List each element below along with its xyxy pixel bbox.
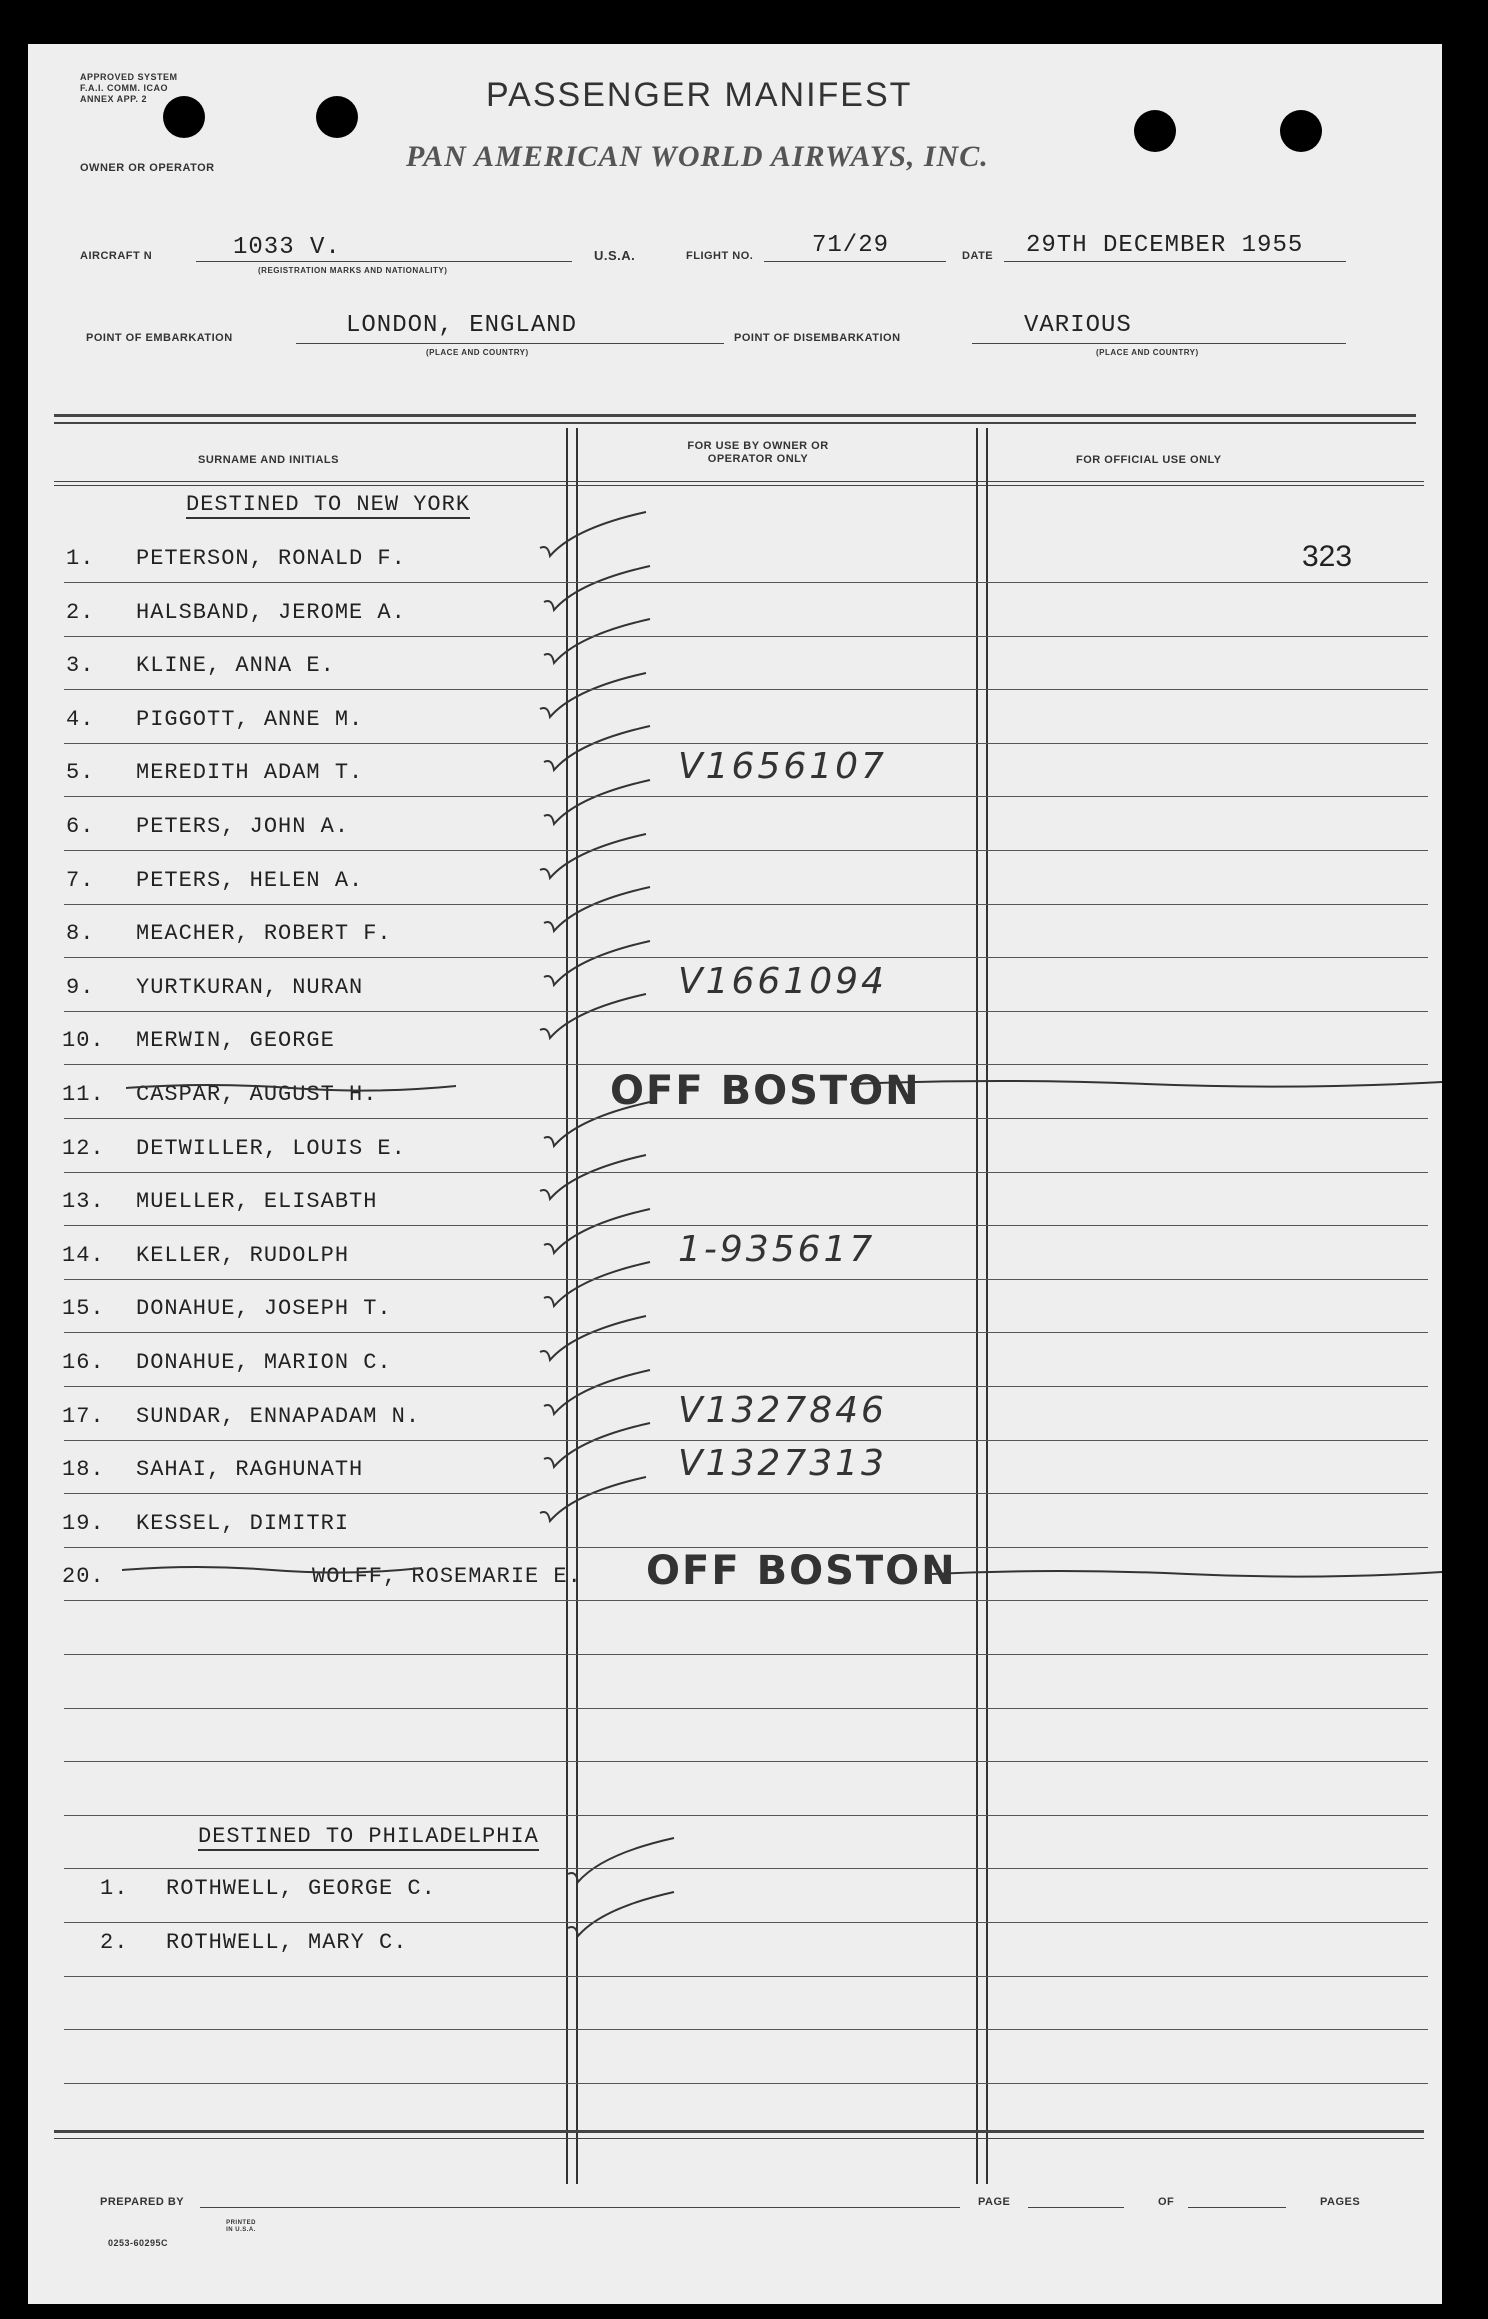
check-mark-icon — [534, 1151, 654, 1211]
row-number: 14. — [62, 1242, 105, 1268]
row-rule — [64, 1332, 1428, 1333]
passenger-name: KESSEL, DIMITRI — [136, 1510, 350, 1536]
table-row — [28, 1288, 1442, 1342]
punch-hole — [316, 96, 358, 138]
table-row — [28, 1181, 1442, 1235]
passenger-name: YURTKURAN, NURAN — [136, 974, 364, 1000]
table-row — [28, 806, 1442, 860]
check-mark-icon — [534, 669, 654, 729]
printed-note: PRINTED IN U.S.A. — [226, 2220, 256, 2233]
row-rule — [64, 1708, 1428, 1709]
passenger-name: PIGGOTT, ANNE M. — [136, 706, 364, 732]
pages-label: PAGES — [1320, 2196, 1361, 2208]
table-row — [28, 1128, 1442, 1182]
passenger-name: SAHAI, RAGHUNATH — [136, 1457, 364, 1483]
row-number: 16. — [62, 1350, 105, 1375]
flight-value: 71/29 — [812, 232, 890, 259]
table-row — [28, 960, 1442, 1021]
table-row — [28, 860, 1442, 914]
approval-note: APPROVED SYSTEM F.A.I. COMM. ICAO ANNEX APP. 2 — [80, 72, 178, 104]
passenger-name: MEACHER, ROBERT F. — [136, 921, 392, 947]
date-label: DATE — [962, 250, 994, 262]
row-rule — [64, 2083, 1428, 2084]
column-official-header: FOR OFFICIAL USE ONLY — [1076, 454, 1222, 466]
date-value: 29TH DECEMBER 1955 — [1026, 232, 1304, 259]
check-mark-icon — [538, 776, 658, 836]
row-rule — [64, 1493, 1428, 1494]
row-rule — [64, 1064, 1428, 1065]
ticket-number: V1327846 — [678, 1389, 887, 1431]
table-row — [28, 913, 1442, 967]
row-number: 15. — [62, 1296, 105, 1322]
table-row — [28, 1389, 1442, 1450]
row-rule — [64, 850, 1428, 851]
passenger-name: WOLFF, ROSEMARIE E. — [312, 1564, 582, 1590]
disembark-value: VARIOUS — [1024, 312, 1132, 339]
check-mark-icon — [538, 562, 658, 622]
row-number: 13. — [62, 1189, 105, 1215]
row-number: 11. — [62, 1082, 105, 1107]
registration-note: (REGISTRATION MARKS AND NATIONALITY) — [258, 266, 448, 275]
passenger-name: ROTHWELL, GEORGE C. — [166, 1876, 436, 1901]
row-number: 4. — [66, 706, 95, 732]
column-name-header: SURNAME AND INITIALS — [198, 454, 339, 466]
strike-through-line — [932, 1564, 1442, 1584]
row-rule — [64, 2029, 1428, 2030]
passenger-name: DETWILLER, LOUIS E. — [136, 1135, 406, 1161]
row-number: 9. — [66, 974, 95, 1000]
aircraft-value: 1033 V. — [233, 234, 341, 261]
row-number: 10. — [62, 1028, 105, 1054]
row-number: 3. — [66, 653, 95, 679]
row-rule — [64, 1440, 1428, 1441]
row-rule — [64, 1279, 1428, 1280]
row-rule — [64, 1761, 1428, 1762]
passenger-name: ROTHWELL, MARY C. — [166, 1930, 408, 1955]
table-row — [28, 1548, 1442, 1610]
strike-through-line — [126, 1078, 456, 1098]
page-title: PASSENGER MANIFEST — [486, 76, 913, 114]
passenger-name: KLINE, ANNA E. — [136, 653, 335, 679]
row-number: 2. — [66, 599, 95, 625]
row-rule — [64, 1868, 1428, 1869]
check-mark-icon — [538, 937, 658, 997]
prepared-by-label: PREPARED BY — [100, 2196, 185, 2208]
passenger-name: MERWIN, GEORGE — [136, 1028, 335, 1054]
disembark-label: POINT OF DISEMBARKATION — [734, 332, 901, 344]
passenger-name: MUELLER, ELISABTH — [136, 1189, 378, 1215]
table-row — [28, 645, 1442, 699]
row-rule — [64, 796, 1428, 797]
row-rule — [64, 689, 1428, 690]
check-mark-icon — [534, 508, 654, 568]
table-row — [28, 1868, 1442, 1922]
row-rule — [64, 1600, 1428, 1601]
passenger-name: HALSBAND, JEROME A. — [136, 599, 406, 625]
philadelphia-heading: DESTINED TO PHILADELPHIA — [198, 1824, 539, 1849]
table-row — [28, 746, 1442, 806]
row-rule — [64, 1976, 1428, 1977]
place-note: (PLACE AND COUNTRY) — [426, 348, 529, 357]
row-number: 2. — [100, 1930, 129, 1955]
row-rule — [64, 1225, 1428, 1226]
punch-hole — [1134, 110, 1176, 152]
passenger-name: PETERS, JOHN A. — [136, 814, 350, 839]
ticket-number: V1327313 — [678, 1443, 887, 1485]
off-boston-stamp: OFF BOSTON — [646, 1548, 957, 1595]
check-mark-icon — [534, 1312, 654, 1372]
row-number: 17. — [62, 1403, 105, 1429]
check-mark-icon — [538, 1258, 658, 1318]
manifest-sheet — [28, 44, 1442, 2304]
table-row — [28, 699, 1442, 753]
row-number: 7. — [66, 867, 95, 893]
check-mark-icon — [538, 1098, 658, 1158]
strike-through-line — [850, 1074, 1442, 1094]
embark-value: LONDON, ENGLAND — [346, 312, 578, 339]
row-number: 18. — [62, 1457, 105, 1483]
aircraft-label: AIRCRAFT N — [80, 250, 153, 262]
row-rule — [64, 1654, 1428, 1655]
row-number: 1. — [100, 1876, 129, 1901]
row-number: 5. — [66, 760, 95, 786]
check-mark-icon — [562, 1888, 682, 1948]
new-york-heading: DESTINED TO NEW YORK — [186, 492, 471, 517]
passenger-name: DONAHUE, JOSEPH T. — [136, 1296, 392, 1322]
row-rule — [64, 904, 1428, 905]
check-mark-icon — [538, 1205, 658, 1265]
of-label: OF — [1158, 2196, 1175, 2208]
table-row — [28, 538, 1442, 592]
passenger-name: DONAHUE, MARION C. — [136, 1350, 392, 1375]
passenger-name: PETERS, HELEN A. — [136, 867, 364, 893]
row-rule — [64, 1547, 1428, 1548]
row-rule — [64, 1011, 1428, 1012]
row-rule — [64, 743, 1428, 744]
punch-hole — [1280, 110, 1322, 152]
check-mark-icon — [538, 722, 658, 782]
row-rule — [64, 636, 1428, 637]
row-rule — [64, 1815, 1428, 1816]
check-mark-icon — [538, 615, 658, 675]
ticket-number: V1656107 — [678, 746, 887, 788]
passenger-name: KELLER, RUDOLPH — [136, 1242, 350, 1268]
row-rule — [64, 582, 1428, 583]
column-owner-header: FOR USE BY OWNER OR OPERATOR ONLY — [687, 440, 829, 465]
row-rule — [64, 1922, 1428, 1923]
table-row — [28, 1443, 1442, 1503]
row-rule — [64, 1172, 1428, 1173]
ticket-number: V1661094 — [678, 960, 887, 1002]
check-mark-icon — [562, 1834, 682, 1894]
form-number: 0253-60295C — [108, 2238, 169, 2248]
check-mark-icon — [538, 1366, 658, 1426]
ticket-number: 1-935617 — [678, 1228, 876, 1270]
passenger-name: MEREDITH ADAM T. — [136, 760, 364, 786]
page-label: PAGE — [978, 2196, 1011, 2208]
row-number: 20. — [62, 1564, 105, 1590]
passenger-name: PETERSON, RONALD F. — [136, 546, 406, 571]
row-rule — [64, 957, 1428, 958]
embark-label: POINT OF EMBARKATION — [86, 332, 233, 344]
table-row — [28, 1922, 1442, 1976]
check-mark-icon — [538, 883, 658, 943]
passenger-name: SUNDAR, ENNAPADAM N. — [136, 1403, 421, 1429]
row-number: 1. — [66, 546, 95, 571]
row-number: 19. — [62, 1510, 105, 1536]
row-rule — [64, 1118, 1428, 1119]
table-row — [28, 1020, 1442, 1074]
check-mark-icon — [538, 1419, 658, 1479]
table-row — [28, 1228, 1442, 1289]
table-row — [28, 592, 1442, 646]
table-row — [28, 1068, 1442, 1128]
flight-label: FLIGHT NO. — [686, 250, 754, 262]
airline-name: PAN AMERICAN WORLD AIRWAYS, INC. — [406, 140, 989, 173]
row-number: 6. — [66, 814, 95, 839]
owner-label: OWNER OR OPERATOR — [80, 162, 215, 174]
place-note: (PLACE AND COUNTRY) — [1096, 348, 1199, 357]
nationality: U.S.A. — [594, 248, 636, 263]
check-mark-icon — [534, 990, 654, 1050]
table-row — [28, 1342, 1442, 1396]
check-mark-icon — [534, 830, 654, 890]
row-rule — [64, 1386, 1428, 1387]
row-number: 12. — [62, 1135, 105, 1161]
check-mark-icon — [534, 1473, 654, 1533]
official-number: 323 — [1302, 540, 1353, 573]
off-boston-stamp: OFF BOSTON — [610, 1068, 921, 1114]
passenger-name: CASPAR, AUGUST H. — [136, 1082, 378, 1107]
strike-through-line — [122, 1560, 422, 1580]
row-number: 8. — [66, 921, 95, 947]
